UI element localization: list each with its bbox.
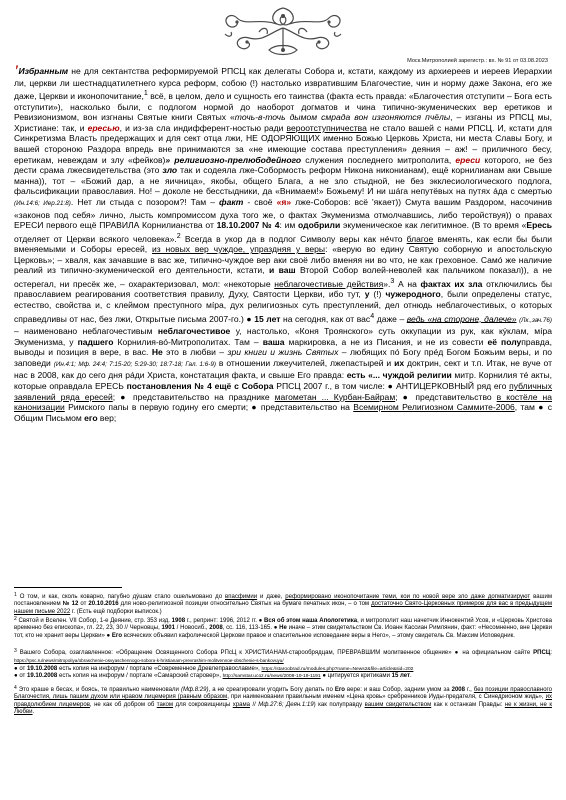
text-run: Всегда в укор да в подлог Символу веры как нéчто — [180, 233, 407, 244]
text-run: не к жизни, не к Любви — [14, 701, 552, 716]
text-run: : им — [279, 220, 299, 231]
text-run: Второй Собор волей-неволей как пальчиком показал)), а не остерегал, ни пресёк же, – охарактеризовал, мол: «некоторые — [14, 265, 553, 289]
text-run: , а не среагировали угодить Богу делать по — [208, 687, 335, 693]
text-run: 2 — [14, 616, 17, 622]
text-run: . Нет ли стыда с позором?! Там – — [70, 196, 220, 207]
text-run: 3 — [14, 648, 17, 654]
text-run: ереси — [455, 154, 481, 165]
text-run: таком — [156, 701, 174, 708]
text-run: не для сектантства реформируемой РПСЦ как делегаты Собора и, кстати, каждому из архиереев и иереев Иерархии ли, церкви ли шестнадцатилетнего курса реформ, собою (!) настолько извратившим Благочестие, чин и норму даже Закона, его же даже, Церкви и иконопочитание, — [14, 66, 552, 102]
text-run: вер; — [97, 412, 117, 423]
text-run: , сс. 116, 113-165. ● — [222, 625, 280, 632]
text-run: так и содеяла лже-Собормость реформ Никона никонианам), ещё корнилианам аки Свыше манна)), тот – «Божий дар, а не яичница», якобы, общего Блага, а не зло стыдной, не без экклесиологического подлога, фальсификации православия. Но! – доколе не бесстыдники, да «Внимаем!» Божьему! И ни шáга непутёвых на путях áда с смертью — [14, 165, 552, 197]
text-run: Мф.27:6; Деян.1:19 — [258, 701, 314, 708]
text-run: / Новосиб., — [174, 625, 210, 632]
text-run: . — [410, 673, 412, 680]
text-run: (Лк.,зач.76) — [519, 316, 553, 324]
text-run: (Мф.8:29) — [180, 687, 209, 693]
text-run: 4 — [370, 311, 375, 320]
text-run: Корнилия-вó-Митрополитах. Там – — [113, 336, 263, 347]
text-run: 3 — [390, 276, 395, 285]
link-staroobrad[interactable]: https://staroobrad.ru/modules.php?name=News2&file=article&sid=202 — [261, 666, 414, 672]
text-run: Не — [279, 625, 287, 632]
footnote-3 — [14, 648, 552, 681]
text-run: магометан ... Курбан-Байрам — [274, 391, 396, 402]
text-run: Вся об этом наша Апологетика — [264, 618, 358, 624]
text-run: Это краше в бесах, и боясь, те правильно наименовали — [16, 687, 181, 693]
text-run: Римского папы в первую годину его смерти; ● представительство на — [64, 402, 354, 413]
text-run: 4 — [14, 685, 17, 691]
text-run: реформировано иконопочитание теми, кои по новой вере зло даже догматизируют — [285, 594, 531, 600]
text-run: ) как полуправду — [313, 701, 365, 708]
text-run: не стало вашей с нами РПСЦ. И, кстати для Синкретизма Власть предержащих и для сект отца лжи, НЕ ОДОРЯЮЩИХ именно Божью Церковь Христа, ни места Славы Богу, и вашей стороною Раздора впредь вне принимаются за «не имеющие состава преступления» деяния – аж! – приличного бесу, еретикам, невеждам и злу «фейков) — [14, 122, 552, 165]
text-run: , и митрополит наш начетчик Иннокентий Усов, и «Церковь Христова временно без епископа», гл. 22, 23, 30 // Черновцы, — [14, 618, 552, 632]
ornamental-scroll-icon — [219, 4, 347, 58]
text-run: достаточно Свято-Церковных примеров для вас в предыдущем нашем письме 2022 — [14, 601, 552, 615]
text-run: № 12 — [62, 601, 79, 608]
link-samstar[interactable]: http://samstar.ucoz.ru/news/2008-10-19-1191 — [222, 674, 321, 680]
text-run: «я» — [276, 196, 292, 207]
text-run: у, настолько, «Коня Троянского» суть оккупации из рук, как кýклам, мíра Экуменизма, у — [14, 326, 552, 347]
text-run: его — [84, 412, 98, 423]
text-run: отделяет от Церкви всякого человека». — [14, 233, 177, 244]
text-run: ● цитируется критиками — [320, 673, 392, 680]
text-run: (!) — [369, 289, 386, 300]
text-run: ; ● представительство на празднике — [112, 391, 275, 402]
text-run: лже-Соборов: всё 'якает)) Смута вашим Раздором, насочинив «законов под себя» лично, лысть компромиссом духа того же, о фактах Экуменизма отмолчавшись, либо теройствуя)) о правах ЕРЕСИ первого ещё ПРАВИЛА Корнилианства от — [14, 196, 552, 231]
text-run: 2008 — [451, 687, 466, 693]
text-run: , там ● с Общим Письмом — [14, 402, 552, 423]
text-run: митр. Корнилия тé акты, которые оправдала ЕРЕСЬ — [14, 370, 553, 391]
text-run: Святой и Вселен. VII Собор, 1-е Деяние, стр. 353 изд. — [16, 618, 172, 624]
text-run: в отношении лжеучителей, лжепастырей и — [216, 357, 395, 368]
text-run: это в любви – — [162, 347, 228, 358]
text-run: Избранным — [18, 66, 69, 76]
text-run: публичных заявлений ряда ересей — [14, 381, 552, 402]
text-run: 1 — [14, 592, 17, 598]
text-run: как к останкам Правды: — [431, 701, 505, 708]
text-run: их правдолюбием лицемеров — [14, 694, 552, 708]
text-run: фактах их зла — [420, 278, 483, 289]
text-run: , были определены статус, естество, свойства и, с клеймом преступного мíра, дух религиозных суть преступлений, дел отнюдь неблагочестивых, о которых справедливы от нас, без лжи, Открытые письма 2007-го.) ● — [14, 289, 552, 324]
footnote-separator — [14, 587, 122, 588]
text-run: правда, выводы и позиция в вере, в вас. — [14, 336, 552, 358]
text-run: 1901 — [161, 625, 175, 632]
text-run: есть копия на инфорум / портале «Самарский старовер», — [57, 673, 223, 680]
text-run: : «верую во едину Святую соборную и апостольскую Церковь»; – хваля, как зачавшие в вас же, типично-чуждое вер аки своё либо вменяя ни во что, не как греховное. Самó же наличие реалий из типично-экуменической его деятельности, кстати, — [14, 244, 552, 276]
text-run: . — [32, 709, 35, 716]
text-run: Всемирном Религиозном Саммите-2006 — [353, 402, 515, 413]
text-run: чужеродного — [385, 289, 441, 300]
text-run: » религиозно-прелюбодейного — [165, 154, 302, 165]
text-run: есть «... чуждой религии — [346, 370, 452, 381]
text-run: ; ● представительство — [395, 391, 497, 402]
text-run: , – изганы из РПСЦ мы, Христиане: так, и — [14, 112, 552, 133]
text-run: в костёле на канонизации — [14, 391, 553, 413]
text-run: 2 — [176, 231, 181, 240]
text-run: храма — [232, 701, 250, 708]
footnote-2 — [14, 616, 552, 640]
text-run: точь-в-точь дымом смрада вон изгоняются пчёлы — [234, 112, 451, 123]
text-run: ересью — [87, 122, 120, 133]
text-run: вере: и ваш Собор, задним умом за — [345, 687, 452, 693]
text-run: неблагочестивое — [157, 326, 231, 337]
text-run: вашим свидетельством — [364, 701, 432, 708]
text-run: ● от — [14, 673, 26, 680]
text-run: , и из-за сла индифферент-ностью ради — [119, 122, 287, 133]
text-run: ». — [383, 278, 391, 289]
text-run: отключились бы православием реагирования соответствия правилу, Духу, Святости Церкви, ибо тут, — [14, 278, 553, 300]
main-letter-text — [14, 63, 553, 423]
text-run: 1 — [143, 89, 148, 98]
text-run: 19.10.2008 — [27, 673, 58, 680]
text-run: и ваш — [268, 265, 296, 276]
text-run: // — [250, 701, 259, 708]
text-run: – наименовано неблагочестивым — [14, 326, 158, 337]
text-run: есть копия на инфорум / портале «Современное Древлеправославие», — [57, 665, 262, 672]
text-run: Не — [151, 347, 163, 358]
text-run: служения последнего митрополита, — [301, 154, 456, 165]
text-run: даже – — [374, 313, 407, 324]
text-run: которого, не без дести срама лжесвидетельства (это — [14, 154, 553, 176]
text-run: ваша — [262, 336, 285, 347]
text-run: от — [78, 601, 89, 608]
text-run: маркировка, а не из Писания, и не из совести — [284, 336, 488, 347]
text-run: Вашего Собора, озаглавленное: «Обращение Освященного Собора РПсЦ к ХРИСТИАНАМ-старообрядцам, ПРЕВРАВШИМ молитвенное общение» ● на официальном сайте — [16, 650, 534, 656]
text-run: (Ин.4:1; Мф. 24:4; 7:15-20; 5:29-30; 18:7-18; Гал. 1:6-9) — [53, 360, 217, 368]
text-run: иначе – этим свидетельством Св. Иоанн Кассиан Римлянин, факт: «Несомненно, вне Церкви тот, кто не хранит веры Церкви» ● — [14, 625, 553, 639]
text-run: 20.10.2016 — [88, 601, 119, 608]
text-run: 2008 — [209, 625, 223, 632]
text-run: зри книги и жизнь Святых — [227, 347, 339, 358]
text-run: , при наименовании правильным именем «Цена кровь» сребренников Иуды-предателя, с Синедрионом жидь», — [227, 694, 546, 701]
text-run: вероотступничества — [286, 122, 367, 133]
text-run: г., — [465, 687, 474, 693]
text-run: г. (Есть ещё подборки выписок.) — [70, 608, 162, 615]
text-run: : — [550, 650, 552, 656]
text-run: О том, и как, сколь коварно, пагубно дýшам стало ошельмовано до — [16, 594, 225, 600]
footnote-1 — [14, 592, 552, 616]
drop-cap: ' — [14, 63, 19, 80]
text-run: у — [364, 289, 370, 300]
text-run: их — [394, 357, 405, 368]
footnote-4 — [14, 685, 552, 717]
text-run: Ересь — [526, 220, 552, 231]
link-rpsc[interactable]: https://rpsc.ru/news/mitropoliya/obraschenie-osvyaschennogo-sobora-k-hristianam-prevrashim-molitvennoe-obschenie-s-bankovuyu/ — [14, 658, 284, 664]
text-run: – любящих пó Богу прéд Богом Божьим веры, и по заповеди — [14, 347, 552, 368]
text-run: доктрин, сект и т.п. Итак, не вуче от нас в 2008, как до сего дня рáди Христа, констатация факта, и свыше Его правда: — [14, 357, 553, 381]
text-run: без позиции православного Благочестия, лишь пашим духом или нравом лицемерия (равным образом — [14, 687, 552, 701]
text-run: из новых вер чуждое, упраздняя у веры — [152, 244, 326, 255]
text-run: экуменическое как легитимное. (В то время « — [340, 220, 527, 231]
text-run: 15 лет — [391, 673, 411, 680]
text-run: одобрили — [298, 220, 341, 231]
text-run: , не как об добром об — [89, 701, 157, 708]
text-run: зло — [162, 165, 178, 176]
text-run: (Ин.14:6; Иер.21:8) — [14, 199, 71, 207]
text-run: падшего — [77, 336, 114, 347]
text-run: для ново-религиозной позиции относительно Святых на бумаге печатных икон, – о том — [118, 601, 372, 608]
text-run: всяческих объявил кафолической Церкови правое и спасительное исповедание веры в Него», – этому свидетель Св. Максим Исповедник. — [122, 632, 515, 639]
text-run: вменять, как если бы были вменяемыми и Соборы ересей, — [14, 233, 552, 255]
text-run: 19.10.2008 — [27, 665, 58, 672]
text-run: Его — [334, 687, 345, 693]
text-run: на сегодня, как от вас — [280, 313, 371, 324]
text-run: постановления № 4 ещё с Собора — [126, 381, 274, 391]
text-run: РПСЦ — [533, 650, 551, 656]
text-run: для сокровищницы — [173, 701, 233, 708]
text-run: РПСЦ 2007 г., в том числе: ● АНТИЦЕРКОВНЫЙ ряд его — [273, 381, 510, 391]
text-run: её полу — [487, 336, 522, 347]
text-run: г., репринт: 1996, 2012 гг. ● — [185, 618, 265, 624]
text-run: А на — [394, 278, 421, 289]
text-run: ведь «на стороне, далече» — [406, 313, 517, 324]
text-run: Его — [111, 632, 123, 639]
text-run: вашим постановлением — [14, 594, 553, 608]
text-run: неблагочестивые действия — [274, 278, 384, 289]
text-run: и даже, — [257, 594, 286, 600]
text-run: 18.10.2007 № 4 — [216, 220, 280, 231]
text-run: впасфимии — [224, 594, 258, 600]
text-run: 1908 — [171, 618, 186, 624]
text-run: всё, в целом, дело и сущность его таинства (факта есть правда: «Благочестия отступити – Бога есть отступити»), насколько были, с подлогом нормой до наоборот догматов и чина типично-экуменических вер еретиков и Ревизионизмом, вон изгнаны Святые книги Святых « — [14, 91, 552, 123]
text-run: - своё — [243, 196, 277, 207]
text-run: факт — [219, 196, 244, 207]
text-run: ● от — [14, 665, 26, 672]
text-run: благое — [406, 233, 434, 244]
registration-note: Моск.Митрополией зарегистр.: вх. № 91 от 03.08.2023 — [407, 58, 548, 64]
text-run: 15 лет — [254, 313, 281, 324]
